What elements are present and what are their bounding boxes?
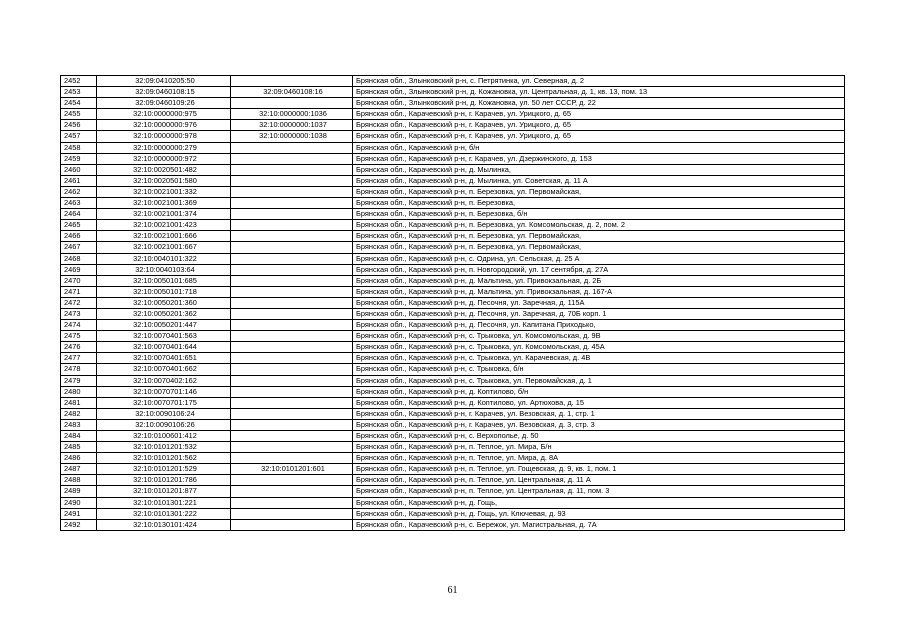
address-cell: Брянская обл., Карачевский р-н, с. Трыковка, ул. Карачевская, д. 4В	[353, 353, 845, 364]
address-cell: Брянская обл., Карачевский р-н, г. Карачев, ул. Дзержинского, д. 153	[353, 153, 845, 164]
previous-cadastral-number-cell	[231, 286, 353, 297]
address-cell: Брянская обл., Карачевский р-н, д. Коптилово, ул. Артюхова, д. 15	[353, 397, 845, 408]
cadastral-number-cell: 32:10:0000000:972	[97, 153, 231, 164]
previous-cadastral-number-cell	[231, 153, 353, 164]
registry-table	[60, 75, 845, 531]
address-cell: Брянская обл., Карачевский р-н, п. Теплое, ул. Центральная, д. 11 А	[353, 475, 845, 486]
table-row	[61, 142, 845, 153]
cadastral-number-cell: 32:10:0021001:667	[97, 242, 231, 253]
previous-cadastral-number-cell	[231, 164, 353, 175]
previous-cadastral-number-cell	[231, 364, 353, 375]
cadastral-number-cell: 32:10:0020501:580	[97, 175, 231, 186]
cadastral-number-cell: 32:10:0021001:374	[97, 209, 231, 220]
address-cell: Брянская обл., Карачевский р-н, с. Верхополье, д. 50	[353, 431, 845, 442]
previous-cadastral-number-cell: 32:10:0000000:1038	[231, 131, 353, 142]
address-cell: Брянская обл., Карачевский р-н, п. Теплое, ул. Гощевская, д. 9, кв. 1, пом. 1	[353, 464, 845, 475]
address-cell: Брянская обл., Карачевский р-н, п. Теплое, ул. Мира, д. 8А	[353, 453, 845, 464]
address-cell: Брянская обл., Карачевский р-н, с. Бережок, ул. Магистральная, д. 7А	[353, 519, 845, 530]
cadastral-number-cell: 32:10:0040101:322	[97, 253, 231, 264]
table-row	[61, 519, 845, 530]
previous-cadastral-number-cell	[231, 297, 353, 308]
table-row	[61, 375, 845, 386]
previous-cadastral-number-cell	[231, 175, 353, 186]
cadastral-number-cell: 32:10:0130101:424	[97, 519, 231, 530]
cadastral-number-cell: 32:10:0100601:412	[97, 431, 231, 442]
previous-cadastral-number-cell: 32:10:0101201:601	[231, 464, 353, 475]
previous-cadastral-number-cell	[231, 186, 353, 197]
previous-cadastral-number-cell	[231, 486, 353, 497]
previous-cadastral-number-cell	[231, 342, 353, 353]
table-row	[61, 286, 845, 297]
row-number-cell: 2464	[61, 209, 97, 220]
previous-cadastral-number-cell: 32:10:0000000:1037	[231, 120, 353, 131]
row-number-cell: 2492	[61, 519, 97, 530]
cadastral-number-cell: 32:10:0101201:562	[97, 453, 231, 464]
address-cell: Брянская обл., Злынковский р-н, д. Кожановка, ул. Центральная, д. 1, кв. 13, пом. 13	[353, 87, 845, 98]
previous-cadastral-number-cell	[231, 453, 353, 464]
address-cell: Брянская обл., Карачевский р-н, с. Трыковка, б/н	[353, 364, 845, 375]
table-row	[61, 364, 845, 375]
cadastral-number-cell: 32:10:0101201:786	[97, 475, 231, 486]
address-cell: Брянская обл., Карачевский р-н, д. Песочня, ул. Капитана Приходько,	[353, 320, 845, 331]
row-number-cell: 2466	[61, 231, 97, 242]
row-number-cell: 2482	[61, 408, 97, 419]
address-cell: Брянская обл., Карачевский р-н, г. Карачев, ул. Урицкого, д. 65	[353, 109, 845, 120]
cadastral-number-cell: 32:10:0000000:279	[97, 142, 231, 153]
row-number-cell: 2467	[61, 242, 97, 253]
table-row	[61, 87, 845, 98]
row-number-cell: 2477	[61, 353, 97, 364]
row-number-cell: 2455	[61, 109, 97, 120]
table-row	[61, 120, 845, 131]
address-cell: Брянская обл., Карачевский р-н, п. Теплое, ул. Мира, Б/н	[353, 442, 845, 453]
table-row	[61, 297, 845, 308]
previous-cadastral-number-cell	[231, 198, 353, 209]
cadastral-number-cell: 32:10:0021001:369	[97, 198, 231, 209]
address-cell: Брянская обл., Карачевский р-н, п. Березовка, ул. Комсомольская, д. 2, пом. 2	[353, 220, 845, 231]
table-row	[61, 186, 845, 197]
previous-cadastral-number-cell	[231, 308, 353, 319]
row-number-cell: 2463	[61, 198, 97, 209]
table-row	[61, 342, 845, 353]
table-row	[61, 331, 845, 342]
table-row	[61, 275, 845, 286]
address-cell: Брянская обл., Карачевский р-н, с. Трыковка, ул. Комсомольская, д. 9В	[353, 331, 845, 342]
cadastral-number-cell: 32:10:0070401:651	[97, 353, 231, 364]
address-cell: Брянская обл., Карачевский р-н, п. Березовка, ул. Первомайская,	[353, 186, 845, 197]
table-row	[61, 386, 845, 397]
table-row	[61, 109, 845, 120]
address-cell: Брянская обл., Карачевский р-н, д. Коптилово, б/н	[353, 386, 845, 397]
previous-cadastral-number-cell	[231, 353, 353, 364]
address-cell: Брянская обл., Карачевский р-н, д. Песочня, ул. Заречная, д. 115А	[353, 297, 845, 308]
previous-cadastral-number-cell	[231, 386, 353, 397]
address-cell: Брянская обл., Карачевский р-н, с. Одрина, ул. Сельская, д. 25 А	[353, 253, 845, 264]
address-cell: Брянская обл., Карачевский р-н, п. Новгородский, ул. 17 сентября, д. 27А	[353, 264, 845, 275]
row-number-cell: 2457	[61, 131, 97, 142]
page-number: 61	[447, 585, 458, 596]
cadastral-number-cell: 32:10:0021001:666	[97, 231, 231, 242]
table-row	[61, 220, 845, 231]
previous-cadastral-number-cell	[231, 397, 353, 408]
previous-cadastral-number-cell	[231, 431, 353, 442]
table-row	[61, 308, 845, 319]
table-row	[61, 419, 845, 430]
previous-cadastral-number-cell	[231, 419, 353, 430]
table-row	[61, 431, 845, 442]
row-number-cell: 2462	[61, 186, 97, 197]
table-row	[61, 253, 845, 264]
address-cell: Брянская обл., Карачевский р-н, п. Березовка,	[353, 198, 845, 209]
previous-cadastral-number-cell	[231, 475, 353, 486]
row-number-cell: 2473	[61, 308, 97, 319]
cadastral-number-cell: 32:10:0070701:146	[97, 386, 231, 397]
row-number-cell: 2468	[61, 253, 97, 264]
cadastral-number-cell: 32:10:0101201:877	[97, 486, 231, 497]
cadastral-number-cell: 32:10:0101201:532	[97, 442, 231, 453]
table-row	[61, 198, 845, 209]
address-cell: Брянская обл., Карачевский р-н, г. Карачев, ул. Урицкого, д. 65	[353, 120, 845, 131]
cadastral-number-cell: 32:10:0050201:360	[97, 297, 231, 308]
address-cell: Брянская обл., Карачевский р-н, д. Мылинка, ул. Советская, д. 11 А	[353, 175, 845, 186]
row-number-cell: 2460	[61, 164, 97, 175]
table-row	[61, 320, 845, 331]
previous-cadastral-number-cell	[231, 242, 353, 253]
row-number-cell: 2487	[61, 464, 97, 475]
address-cell: Брянская обл., Карачевский р-н, п. Березовка, ул. Первомайская,	[353, 231, 845, 242]
cadastral-number-cell: 32:10:0101201:529	[97, 464, 231, 475]
row-number-cell: 2472	[61, 297, 97, 308]
cadastral-number-cell: 32:10:0090106:26	[97, 419, 231, 430]
row-number-cell: 2459	[61, 153, 97, 164]
table-row	[61, 175, 845, 186]
row-number-cell: 2474	[61, 320, 97, 331]
row-number-cell: 2475	[61, 331, 97, 342]
table-row	[61, 486, 845, 497]
row-number-cell: 2479	[61, 375, 97, 386]
previous-cadastral-number-cell	[231, 142, 353, 153]
address-cell: Брянская обл., Карачевский р-н, б/н	[353, 142, 845, 153]
row-number-cell: 2453	[61, 87, 97, 98]
previous-cadastral-number-cell	[231, 209, 353, 220]
row-number-cell: 2458	[61, 142, 97, 153]
table-row	[61, 464, 845, 475]
address-cell: Брянская обл., Карачевский р-н, г. Карачев, ул. Урицкого, д. 65	[353, 131, 845, 142]
previous-cadastral-number-cell	[231, 497, 353, 508]
cadastral-number-cell: 32:10:0070402:162	[97, 375, 231, 386]
address-cell: Брянская обл., Карачевский р-н, п. Березовка, б/н	[353, 209, 845, 220]
cadastral-number-cell: 32:10:0090106:24	[97, 408, 231, 419]
cadastral-number-cell: 32:10:0000000:978	[97, 131, 231, 142]
row-number-cell: 2469	[61, 264, 97, 275]
cadastral-number-cell: 32:09:0460108:15	[97, 87, 231, 98]
address-cell: Брянская обл., Карачевский р-н, п. Березовка, ул. Первомайская,	[353, 242, 845, 253]
previous-cadastral-number-cell	[231, 231, 353, 242]
address-cell: Брянская обл., Карачевский р-н, с. Трыковка, ул. Комсомольская, д. 45А	[353, 342, 845, 353]
row-number-cell: 2476	[61, 342, 97, 353]
cadastral-number-cell: 32:10:0070401:563	[97, 331, 231, 342]
row-number-cell: 2480	[61, 386, 97, 397]
previous-cadastral-number-cell	[231, 76, 353, 87]
cadastral-number-cell: 32:09:0460109:26	[97, 98, 231, 109]
table-row	[61, 164, 845, 175]
cadastral-number-cell: 32:10:0050101:685	[97, 275, 231, 286]
row-number-cell: 2454	[61, 98, 97, 109]
row-number-cell: 2456	[61, 120, 97, 131]
previous-cadastral-number-cell	[231, 320, 353, 331]
address-cell: Брянская обл., Карачевский р-н, д. Мылинка,	[353, 164, 845, 175]
cadastral-number-cell: 32:09:0410205:50	[97, 76, 231, 87]
address-cell: Брянская обл., Злынковский р-н, с. Петрятинка, ул. Северная, д. 2	[353, 76, 845, 87]
cadastral-number-cell: 32:10:0020501:482	[97, 164, 231, 175]
previous-cadastral-number-cell	[231, 375, 353, 386]
table-row	[61, 397, 845, 408]
previous-cadastral-number-cell	[231, 408, 353, 419]
row-number-cell: 2481	[61, 397, 97, 408]
row-number-cell: 2489	[61, 486, 97, 497]
table-row	[61, 242, 845, 253]
table-row	[61, 76, 845, 87]
table-row	[61, 475, 845, 486]
cadastral-number-cell: 32:10:0050201:362	[97, 308, 231, 319]
previous-cadastral-number-cell: 32:09:0460108:16	[231, 87, 353, 98]
address-cell: Брянская обл., Карачевский р-н, д. Гощь, ул. Ключевая, д. 93	[353, 508, 845, 519]
address-cell: Брянская обл., Злынковский р-н, д. Кожановка, ул. 50 лет СССР, д. 22	[353, 98, 845, 109]
address-cell: Брянская обл., Карачевский р-н, п. Теплое, ул. Центральная, д. 11, пом. 3	[353, 486, 845, 497]
previous-cadastral-number-cell	[231, 264, 353, 275]
row-number-cell: 2465	[61, 220, 97, 231]
table-row	[61, 497, 845, 508]
address-cell: Брянская обл., Карачевский р-н, г. Карачев, ул. Везовская, д. 3, стр. 3	[353, 419, 845, 430]
cadastral-number-cell: 32:10:0070401:662	[97, 364, 231, 375]
cadastral-number-cell: 32:10:0050201:447	[97, 320, 231, 331]
row-number-cell: 2488	[61, 475, 97, 486]
table-row	[61, 264, 845, 275]
previous-cadastral-number-cell	[231, 275, 353, 286]
row-number-cell: 2483	[61, 419, 97, 430]
cadastral-number-cell: 32:10:0050101:718	[97, 286, 231, 297]
row-number-cell: 2452	[61, 76, 97, 87]
address-cell: Брянская обл., Карачевский р-н, г. Карачев, ул. Везовская, д. 1, стр. 1	[353, 408, 845, 419]
previous-cadastral-number-cell	[231, 519, 353, 530]
cadastral-number-cell: 32:10:0101301:222	[97, 508, 231, 519]
table-row	[61, 231, 845, 242]
table-row	[61, 508, 845, 519]
cadastral-number-cell: 32:10:0070401:644	[97, 342, 231, 353]
row-number-cell: 2485	[61, 442, 97, 453]
cadastral-number-cell: 32:10:0000000:975	[97, 109, 231, 120]
table-row	[61, 153, 845, 164]
row-number-cell: 2486	[61, 453, 97, 464]
table-row	[61, 442, 845, 453]
cadastral-number-cell: 32:10:0040103:64	[97, 264, 231, 275]
table-row	[61, 98, 845, 109]
row-number-cell: 2470	[61, 275, 97, 286]
address-cell: Брянская обл., Карачевский р-н, д. Песочня, ул. Заречная, д. 70Б корп. 1	[353, 308, 845, 319]
address-cell: Брянская обл., Карачевский р-н, д. Мальтина, ул. Привокзальная, д. 167-А	[353, 286, 845, 297]
previous-cadastral-number-cell: 32:10:0000000:1036	[231, 109, 353, 120]
previous-cadastral-number-cell	[231, 220, 353, 231]
table-row	[61, 131, 845, 142]
previous-cadastral-number-cell	[231, 331, 353, 342]
table-row	[61, 209, 845, 220]
row-number-cell: 2484	[61, 431, 97, 442]
row-number-cell: 2461	[61, 175, 97, 186]
cadastral-number-cell: 32:10:0000000:976	[97, 120, 231, 131]
cadastral-number-cell: 32:10:0070701:175	[97, 397, 231, 408]
table-row	[61, 408, 845, 419]
table-row	[61, 453, 845, 464]
row-number-cell: 2490	[61, 497, 97, 508]
address-cell: Брянская обл., Карачевский р-н, д. Мальтина, ул. Привокзальная, д. 2Б	[353, 275, 845, 286]
previous-cadastral-number-cell	[231, 442, 353, 453]
previous-cadastral-number-cell	[231, 253, 353, 264]
cadastral-number-cell: 32:10:0101301:221	[97, 497, 231, 508]
row-number-cell: 2471	[61, 286, 97, 297]
address-cell: Брянская обл., Карачевский р-н, д. Гощь,	[353, 497, 845, 508]
row-number-cell: 2491	[61, 508, 97, 519]
address-cell: Брянская обл., Карачевский р-н, с. Трыковка, ул. Первомайская, д. 1	[353, 375, 845, 386]
cadastral-number-cell: 32:10:0021001:332	[97, 186, 231, 197]
previous-cadastral-number-cell	[231, 508, 353, 519]
cadastral-number-cell: 32:10:0021001:423	[97, 220, 231, 231]
row-number-cell: 2478	[61, 364, 97, 375]
previous-cadastral-number-cell	[231, 98, 353, 109]
registry-table-body	[61, 76, 845, 531]
table-row	[61, 353, 845, 364]
